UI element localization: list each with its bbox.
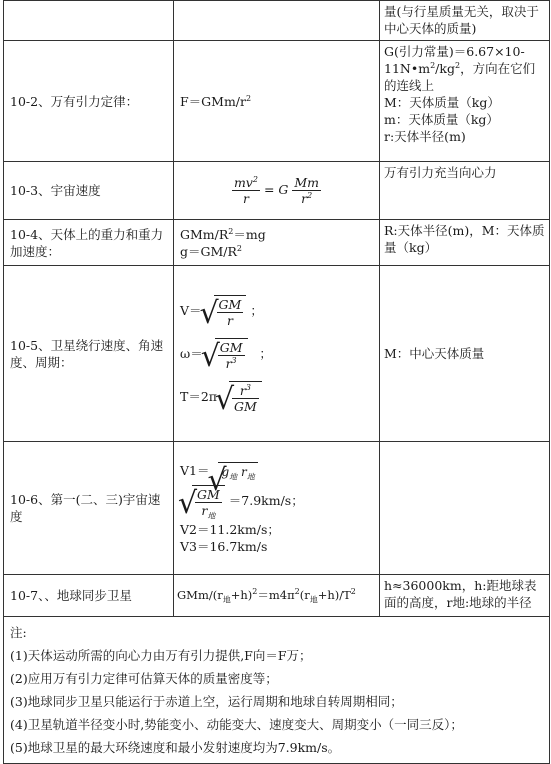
description-text: m：天体质量（kg） — [384, 112, 499, 127]
description-text: 量(与行星质量无关，取决于中心天体的质量) — [384, 4, 539, 36]
notes-row — [4, 617, 550, 764]
table-row — [4, 220, 550, 266]
table-row — [4, 162, 550, 220]
label-text: 10-5、卫星绕行速度、角速度、周期： — [10, 337, 164, 370]
cell-description — [380, 162, 550, 220]
cell-formula — [174, 442, 380, 575]
sqrt: √ $\frac{GM}{r^3}$ — [203, 338, 248, 371]
formula-text: $g=GM/R^2$ — [180, 243, 243, 259]
formula-first-velocity: √ $\frac{GM}{r_地}$ ＝7.9km/s； — [180, 485, 373, 518]
table-row — [4, 266, 550, 442]
formula-omega: ω＝ √ $\frac{GM}{r^3}$ ； — [180, 338, 373, 371]
description-text: R:天体半径(m)，M：天体质量（kg） — [384, 223, 545, 255]
fraction: $\frac{mv^2}{r}$ — [233, 174, 258, 206]
cell-label — [4, 162, 174, 220]
fraction: $\frac{Mm}{r^2}$ — [294, 175, 320, 206]
note-item: (1)天体运动所需的向心力由万有引力提供,F向＝F万； — [10, 648, 312, 663]
cell-label — [4, 220, 174, 266]
formula-text: V3＝16.7km/s — [180, 539, 268, 554]
note-item: (3)地球同步卫星只能运行于赤道上空，运行周期和地球自转周期相同； — [10, 694, 403, 709]
cell-description — [380, 575, 550, 617]
label-text: 10-7、、地球同步卫星 — [10, 588, 132, 603]
formula-v1: V1＝√ $g_地$ $r_地$ — [180, 462, 373, 481]
cell-description — [380, 1, 550, 41]
sqrt: √ $\frac{GM}{r}$ — [202, 295, 247, 328]
formula-text: V2＝11.2km/s； — [180, 522, 280, 537]
note-item: (2)应用万有引力定律可估算天体的质量密度等； — [10, 671, 278, 686]
notes-title: 注: — [10, 625, 27, 640]
cell-description — [380, 442, 550, 575]
description-text: h≈36000km，h:距地球表面的高度，r地:地球的半径 — [384, 578, 537, 610]
formula-text: GMm/$(r_地+h)^2=m4\pi^2(r_地+h)/T^2$ — [177, 587, 356, 605]
sqrt: √ $g_地$ $r_地$ — [209, 462, 257, 481]
note-item: (5)地球卫星的最大环绕速度和最小发射速度均为7.9km/s。 — [10, 740, 341, 755]
sqrt: √ $\frac{r^3}{GM}$ — [217, 381, 262, 414]
formula-text: GMm/$R^2=mg$ — [180, 226, 266, 242]
description-text: 万有引力充当向心力 — [384, 165, 497, 180]
cell-description — [380, 41, 550, 162]
cell-label — [4, 266, 174, 442]
equals-sign: = G — [263, 182, 289, 197]
formula-t: T＝2π √ $\frac{r^3}{GM}$ — [180, 381, 373, 414]
table-row — [4, 41, 550, 162]
description-text: M：中心天体质量 — [384, 346, 485, 361]
label-text: 10-2、万有引力定律： — [10, 93, 139, 109]
sqrt: √ $\frac{GM}{r_地}$ — [180, 485, 225, 518]
notes-cell — [4, 617, 550, 764]
cell-formula — [174, 266, 380, 442]
cell-label — [4, 41, 174, 162]
description-text: G(引力常量)$=6.67\times 10-11N•m^2/kg^2$，方向在它们的连线上 — [384, 44, 536, 93]
label-text: 10-6、第一(二、三)宇宙速度 — [10, 492, 161, 524]
formula-table — [3, 0, 550, 764]
cell-formula — [174, 220, 380, 266]
cell-formula — [174, 41, 380, 162]
table-row — [4, 1, 550, 41]
description-text: r:天体半径(m) — [384, 129, 466, 144]
label-text: 10-3、宇宙速度 — [10, 183, 101, 198]
cell-label — [4, 575, 174, 617]
formula-text: $F=GMm/r^2$ — [180, 93, 252, 109]
table-row — [4, 575, 550, 617]
cell-label — [4, 442, 174, 575]
cell-formula — [174, 575, 380, 617]
cell-description — [380, 266, 550, 442]
table-row — [4, 442, 550, 575]
label-text: 10-4、天体上的重力和重力加速度： — [10, 226, 164, 259]
cell-formula — [174, 1, 380, 41]
formula-v: V＝ √ $\frac{GM}{r}$ ； — [180, 295, 373, 328]
description-text: M：天体质量（kg） — [384, 95, 500, 110]
note-item: (4)卫星轨道半径变小时,势能变小、动能变大、速度变大、周期变小（一同三反）； — [10, 717, 463, 732]
cell-label — [4, 1, 174, 41]
cell-description — [380, 220, 550, 266]
cell-formula — [174, 162, 380, 220]
